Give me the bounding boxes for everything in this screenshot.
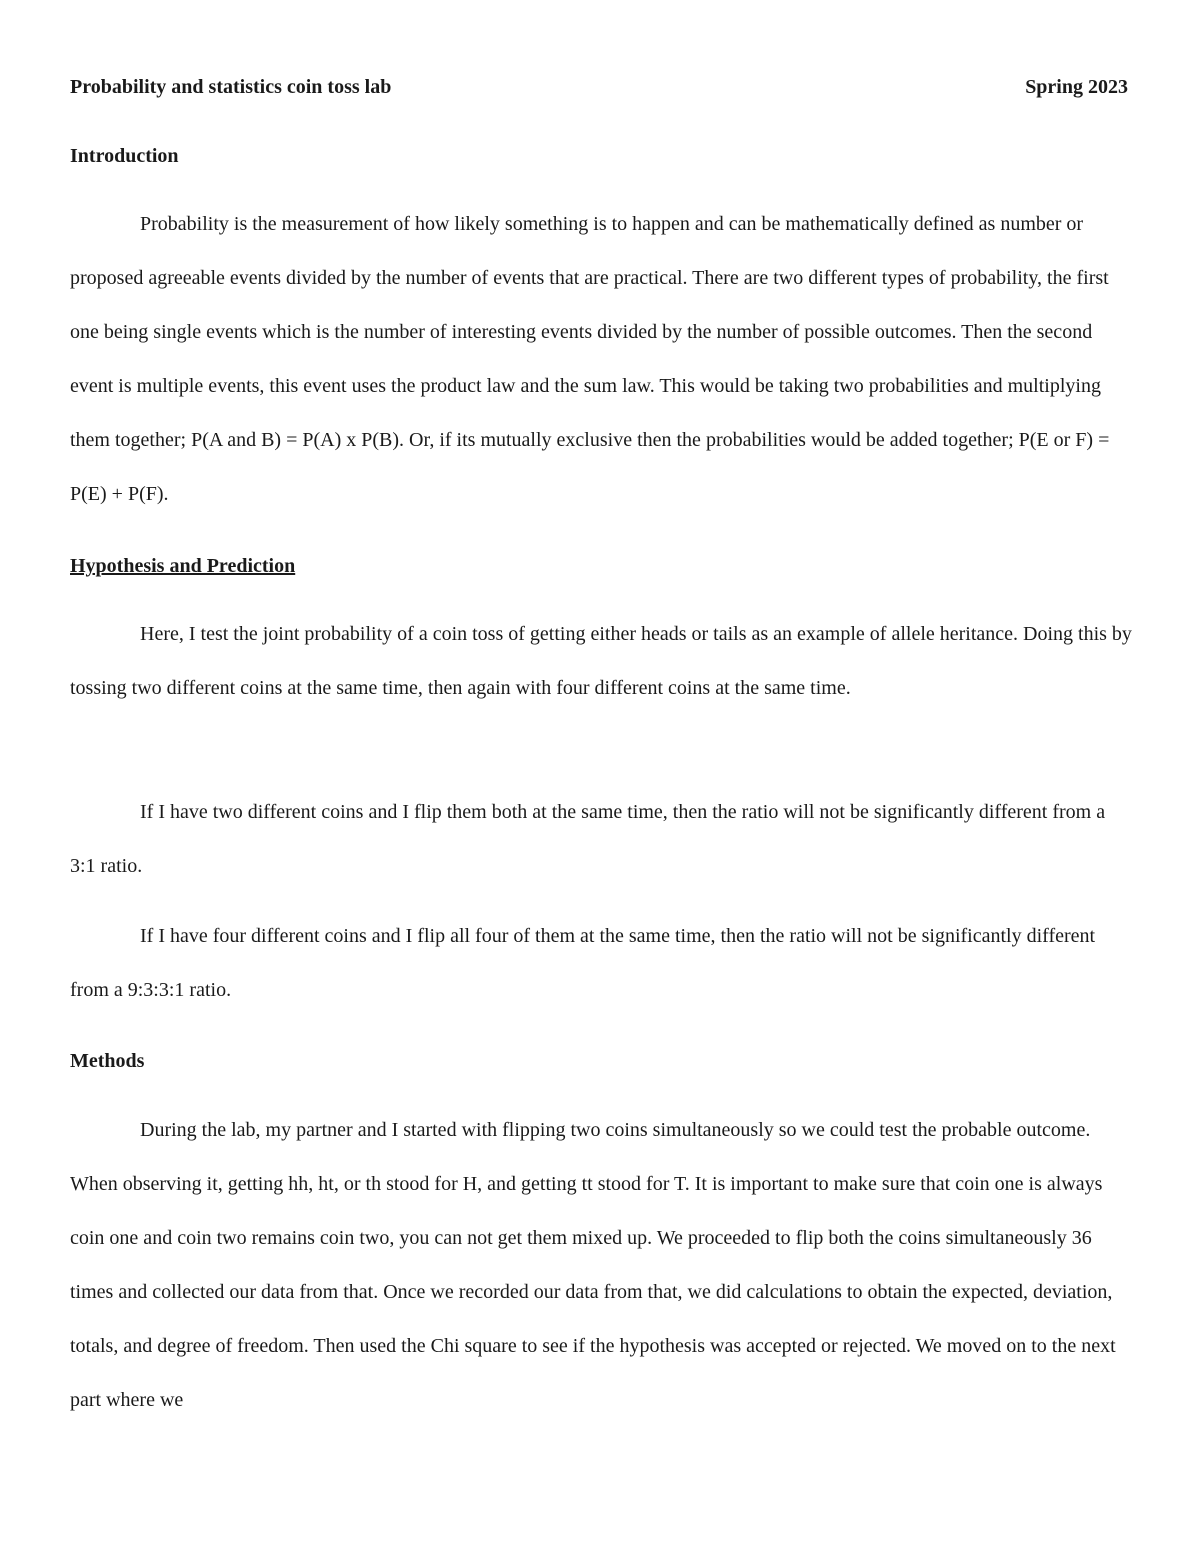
hypothesis-paragraph-1: Here, I test the joint probability of a coin toss of getting either heads or tails as an example of allele heritance. Doing this by tossing two different coins at the same time, then again with four different coins at the same time. bbox=[70, 623, 1132, 699]
introduction-heading: Introduction bbox=[70, 145, 179, 167]
document-term: Spring 2023 bbox=[1025, 76, 1128, 98]
introduction-paragraph: Probability is the measurement of how likely something is to happen and can be mathematically defined as number or proposed agreeable events divided by the number of events that are practical. There are two different types of probability, the first one being single events which is the number of interesting events divided by the number of possible outcomes. Then the second event is multiple events, this event uses the product law and the sum law. This would be taking two probabilities and multiplying them together; P(A and B) = P(A) x P(B). Or, if its mutually exclusive then the probabilities would be added together; P(E or F) = P(E) + P(F). bbox=[70, 213, 1110, 505]
page-header bbox=[70, 74, 1128, 100]
methods-heading: Methods bbox=[70, 1050, 145, 1072]
hypothesis-paragraph-2: If I have two different coins and I flip them both at the same time, then the ratio will not be significantly different from a 3:1 ratio. bbox=[70, 801, 1106, 877]
document-title: Probability and statistics coin toss lab bbox=[70, 76, 392, 98]
hypothesis-paragraph-3: If I have four different coins and I flip all four of them at the same time, then the ratio will not be significantly different from a 9:3:3:1 ratio. bbox=[70, 925, 1096, 1001]
hypothesis-heading: Hypothesis and Prediction bbox=[70, 555, 296, 577]
methods-paragraph: During the lab, my partner and I started with flipping two coins simultaneously so we could test the probable outcome. When observing it, getting hh, ht, or th stood for H, and getting tt stood for T. It is important to make sure that coin one is always coin one and coin two remains coin two, you can not get them mixed up. We proceeded to flip both the coins simultaneously 36 times and collected our data from that. Once we recorded our data from that, we did calculations to obtain the expected, deviation, totals, and degree of freedom. Then used the Chi square to see if the hypothesis was accepted or rejected. We moved on to the next part where we bbox=[70, 1119, 1116, 1411]
